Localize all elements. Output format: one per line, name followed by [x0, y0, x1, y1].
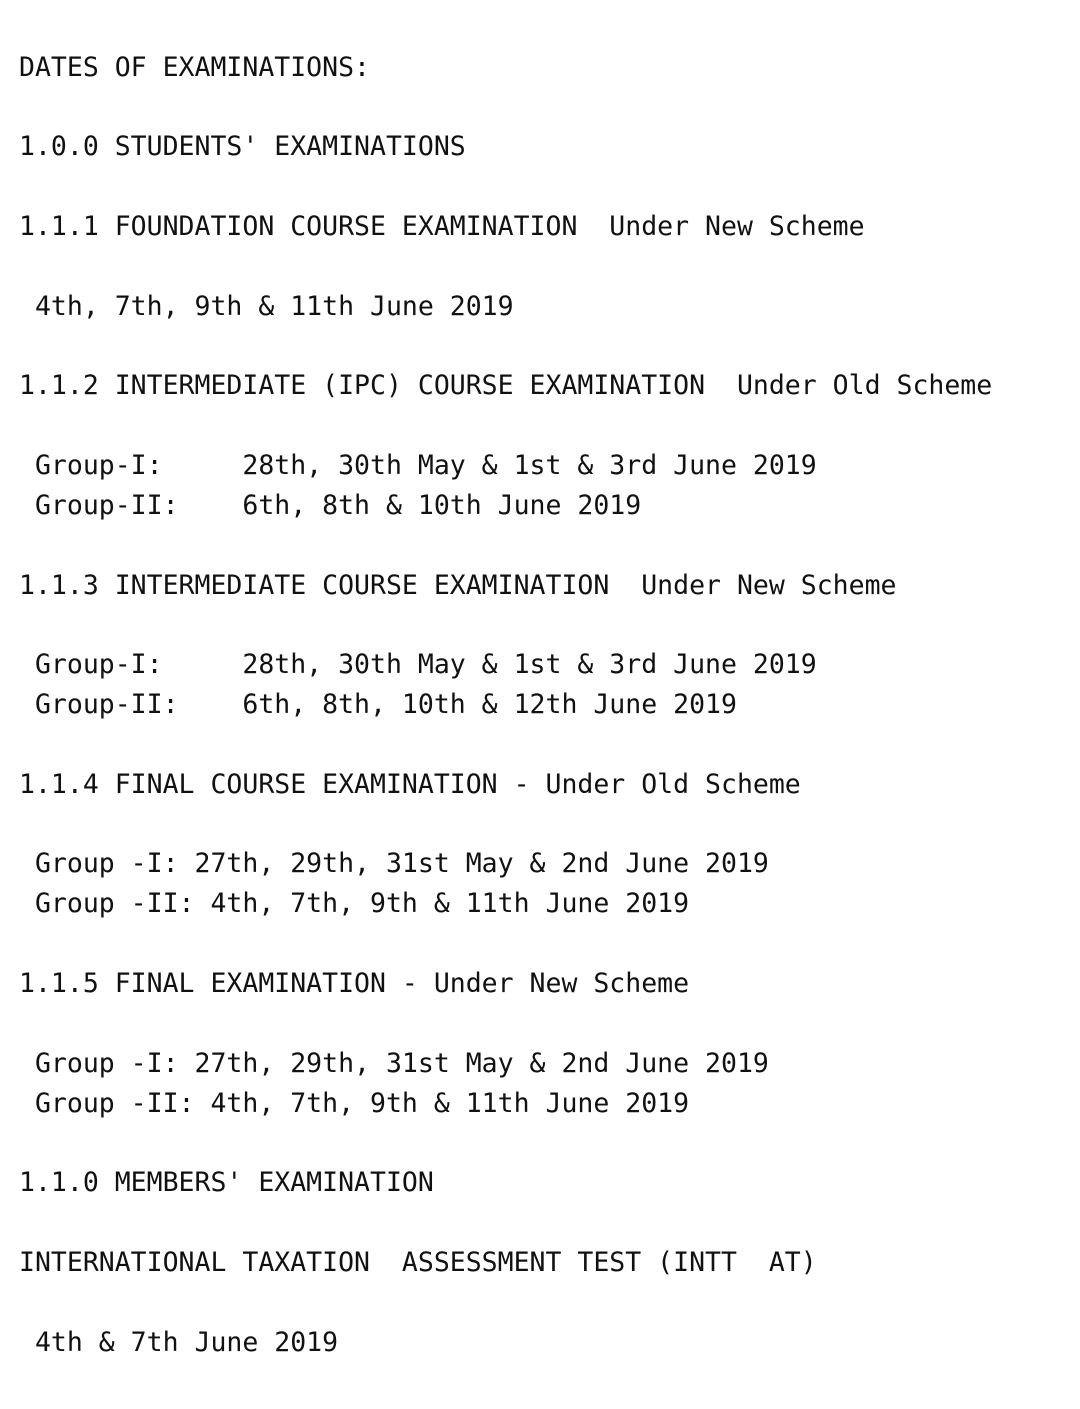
final-new-group-1-dates: Group -I: 27th, 29th, 31st May & 2nd June 2019: [19, 1048, 769, 1079]
foundation-dates: 4th, 7th, 9th & 11th June 2019: [19, 291, 514, 322]
ipc-heading: 1.1.2 INTERMEDIATE (IPC) COURSE EXAMINATION Under Old Scheme: [19, 370, 993, 401]
final-old-group-1-dates: Group -I: 27th, 29th, 31st May & 2nd June 2019: [19, 848, 769, 879]
final-new-group-2-dates: Group -II: 4th, 7th, 9th & 11th June 2019: [19, 1088, 690, 1119]
foundation-heading: 1.1.1 FOUNDATION COURSE EXAMINATION Under New Scheme: [19, 211, 865, 242]
ipc-group-2-dates: Group-II: 6th, 8th & 10th June 2019: [19, 490, 642, 521]
final-new-heading: 1.1.5 FINAL EXAMINATION - Under New Scheme: [19, 968, 690, 999]
final-old-group-2-dates: Group -II: 4th, 7th, 9th & 11th June 2019: [19, 888, 690, 919]
intermediate-group-2-dates: Group-II: 6th, 8th, 10th & 12th June 2019: [19, 689, 737, 720]
final-old-heading: 1.1.4 FINAL COURSE EXAMINATION - Under Old Scheme: [19, 769, 801, 800]
intt-at-dates: 4th & 7th June 2019: [19, 1327, 339, 1358]
section-heading-students: 1.0.0 STUDENTS' EXAMINATIONS: [19, 131, 466, 162]
section-heading-members: 1.1.0 MEMBERS' EXAMINATION: [19, 1167, 434, 1198]
ipc-group-1-dates: Group-I: 28th, 30th May & 1st & 3rd June 2019: [19, 450, 817, 481]
page-heading: DATES OF EXAMINATIONS:: [19, 52, 370, 83]
intt-at-heading: INTERNATIONAL TAXATION ASSESSMENT TEST (INTT AT): [19, 1247, 817, 1278]
intermediate-heading: 1.1.3 INTERMEDIATE COURSE EXAMINATION Under New Scheme: [19, 570, 897, 601]
intermediate-group-1-dates: Group-I: 28th, 30th May & 1st & 3rd June 2019: [19, 649, 817, 680]
